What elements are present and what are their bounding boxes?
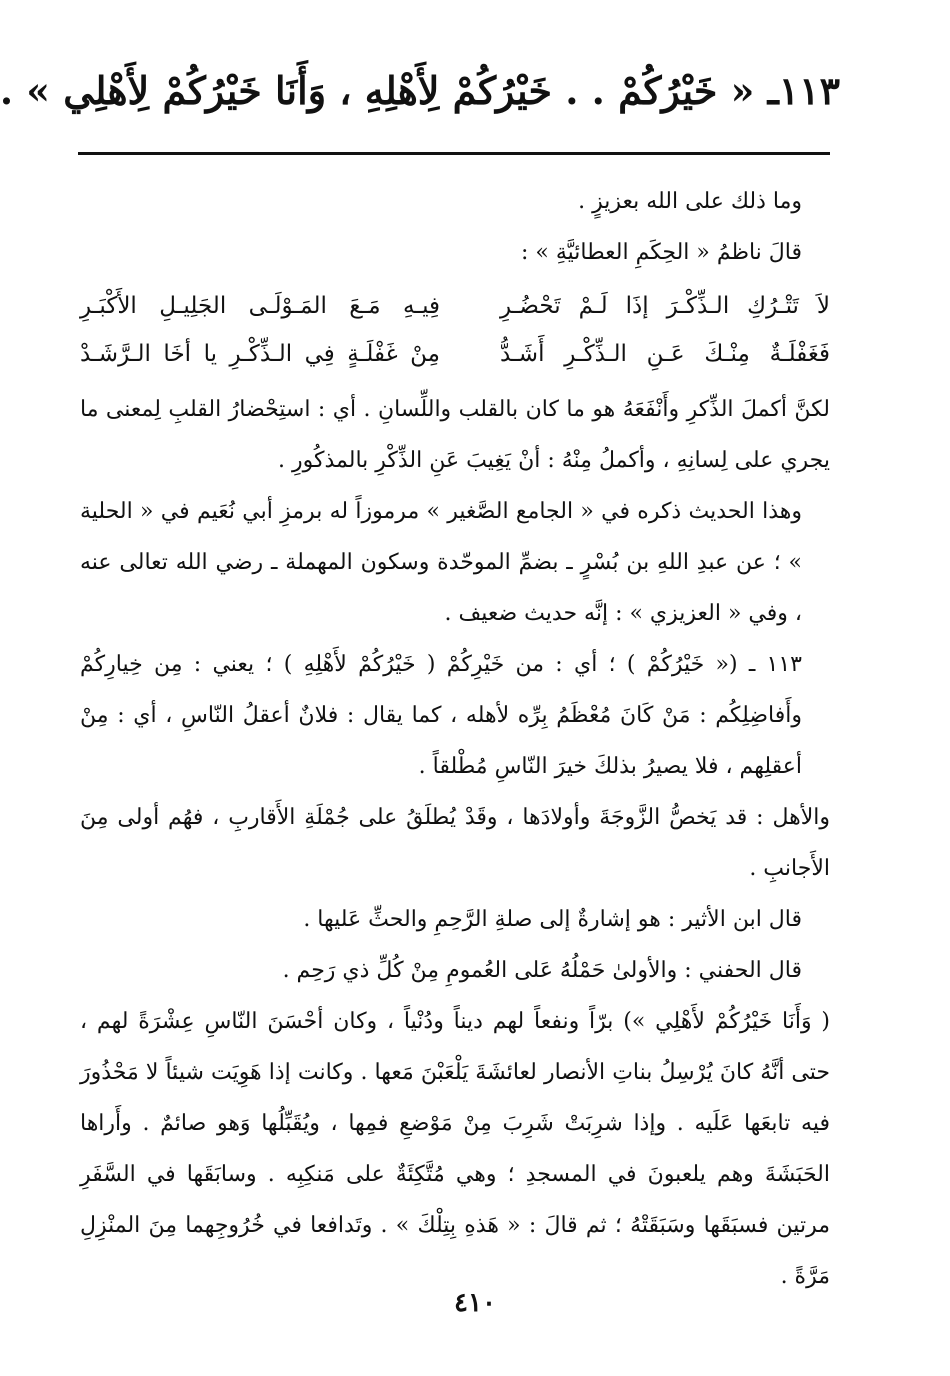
poem-line-1 bbox=[80, 282, 830, 330]
poem-line-2-second-hemistich: مِنْ غَفْلَـةٍ فِي الـذِّكْـرِ يا أخَا الـرَّشَـدْ bbox=[80, 341, 440, 367]
heading-divider bbox=[78, 152, 830, 155]
paragraph-hadith-explanation: ١١٣ ـ (« خَيْرُكُمْ ) ؛ أي : من خَيْرِكُمْ ( خَيْرُكُمْ لأَهْلِهِ ) ؛ يعني : مِن خِيارِكُمْ وأَفاضِلِكُم : مَنْ كَانَ مُعْظَمُ بِرِّه لأهله ، كما يقال : فلانٌ أعقلُ النّاسِ ، أي : مِنْ أعقلِهم ، فلا يصيرُ بذلكَ خيرَ النّاسِ مُطْلقاً . bbox=[80, 652, 802, 779]
poem-line-1-first-hemistich: لاَ تَتْـرُكِ الـذِّكْـرَ إذَا لَـمْ تَحْضُـرِ bbox=[500, 293, 830, 319]
poem-line-2 bbox=[80, 330, 830, 378]
page-number: ٤١٠ bbox=[454, 1288, 496, 1318]
paragraph-poem-intro: قالَ ناظمُ « الحِكَمِ العطائيَّةِ » : bbox=[520, 240, 802, 265]
poem-verses bbox=[80, 282, 830, 378]
poem-line-1-second-hemistich: فِيـهِ مَـعَ المَـوْلَـى الجَلِيـلِ الأَكْبَـرِ bbox=[80, 293, 440, 319]
paragraph-closing-phrase: وما ذلك على الله بعزيزٍ . bbox=[578, 189, 802, 214]
paragraph-prophet-conduct: ( وَأَنَا خَيْرُكُمْ لأَهْلِي ») برّاً ونفعاً لهم ديناً ودُنْياً ، وكان أحْسَنَ النّاسِ عِشْرَةً لهم ، حتى أنَّهُ كانَ يُرْسِلُ بناتِ الأنصار لعائشَةَ يَلْعَبْنَ مَعها . وكانت إذا هَوِيَت شيئاً لا مَحْذُورَ فيه تابعَها عَلَيه . وإذا شرِبَتْ شَرِبَ مِنْ مَوْضعِ فمِها ، ويُقَبِّلُها وَهو صائمٌ . وأَراها الحَبَشَةَ وهم يلعبونَ في المسجدِ ؛ وهي مُتَّكِئَةٌ على مَنكِبِه . وسابَقَها في السَّفَرِ مرتين فسبَقَها وسَبَقَتْهُ ؛ ثم قالَ : « هَذهِ بِتِلْكَ » . وتَدافعا في خُرُوجِهما مِنَ المنْزِلِ مَرَّةً . bbox=[80, 1009, 831, 1289]
page-body bbox=[80, 176, 830, 1302]
paragraph-ibn-al-athir-quote: قال ابن الأثير : هو إشارةٌ إلى صلةِ الرَّحِمِ والحثِّ عَليها . bbox=[303, 907, 802, 932]
paragraph-al-hifni-quote: قال الحفني : والأولىٰ حَمْلُهُ عَلى العُمومِ مِنْ كُلِّ ذي رَحِم . bbox=[282, 958, 802, 983]
paragraph-hadith-source: وهذا الحديث ذكره في « الجامع الصَّغير » مرموزاً له برمزِ أبي نُعَيم في « الحلية » ؛ عن عبدِ اللهِ بن بُسْرٍ ـ بضمِّ الموحّدة وسكون المهملة ـ رضي الله تعالى عنه ، وفي « العزيزي » : إنَّه حديث ضعيف . bbox=[80, 499, 803, 626]
paragraph-perfect-dhikr: لكنَّ أكملَ الذِّكرِ وأَنْفَعَهُ هو ما كان بالقلب واللِّسانِ . أي : استِحْضارُ القلبِ لِمعنى ما يجري على لِسانِهِ ، وأكملُ مِنْهُ : أنْ يَغِيبَ عَنِ الذِّكْرِ بالمذكُورِ . bbox=[80, 397, 830, 473]
paragraph-family-definition: والأهل : قد يَخصُّ الزَّوجَةَ وأولادَها ، وقَدْ يُطلَقُ على جُمْلَةِ الأَقاربِ ، فهُم أولى مِنَ الأَجانبِ . bbox=[80, 805, 830, 881]
poem-line-2-first-hemistich: فَغَفْلَـةٌ مِنْـكَ عَـنِ الـذِّكْـرِ أَشَـدُّ bbox=[500, 341, 830, 367]
hadith-heading: ١١٣ـ « خَيْرُكُمْ . . خَيْرُكُمْ لِأَهْلِهِ ، وَأَنَا خَيْرُكُمْ لِأَهْلِي » . bbox=[0, 68, 840, 113]
